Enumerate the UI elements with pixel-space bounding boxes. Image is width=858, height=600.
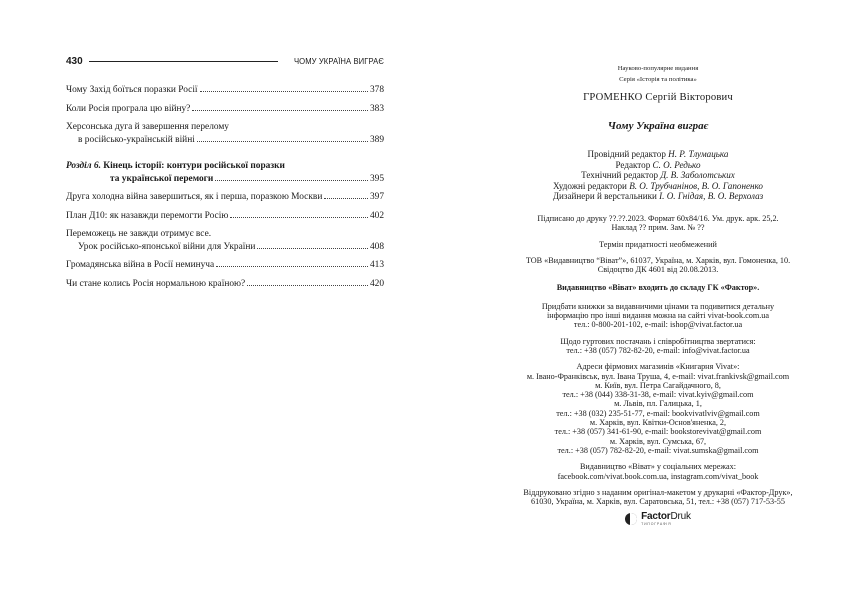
toc-page: 389 bbox=[369, 134, 384, 145]
header-rule bbox=[89, 61, 278, 62]
social-links: Видавництво «Віват» у соціальних мережах: facebook.com/vivat.book.com.ua, instagram.com/vivat_book bbox=[557, 462, 759, 481]
toc-entry[interactable]: Чому Захід боїться поразки Росії 378 bbox=[66, 85, 384, 95]
running-header bbox=[66, 54, 384, 68]
book-title: Чому Україна виграє bbox=[607, 120, 709, 132]
factor-druk-logo: FactorDruk ТИПОГРАФІЯ bbox=[625, 512, 691, 526]
shelf-life: Термін придатності необмежений bbox=[599, 239, 717, 249]
right-page bbox=[429, 0, 858, 600]
toc-chapter[interactable]: Розділ 6. Кінець історії: контури російської поразки та української перемоги 395 bbox=[66, 161, 384, 184]
toc-page: 413 bbox=[369, 260, 384, 270]
editors bbox=[477, 149, 839, 202]
toc-entry[interactable]: Переможець не завжди отримує все. Урок російсько-японської війни для України 408 bbox=[66, 229, 384, 252]
toc-page: 397 bbox=[369, 192, 384, 202]
toc-entry[interactable]: План Д10: як назавжди перемогти Росію 402 bbox=[66, 210, 384, 221]
toc-entry[interactable]: Чи стане колись Росія нормальною країною? 420 bbox=[66, 278, 384, 289]
editor-line: Дизайнери й верстальники І. О. Гнідая, В. О. Верхолаз bbox=[552, 191, 764, 202]
editor-line: Провідний редактор Н. Р. Тлумацька bbox=[587, 149, 729, 159]
toc-page: 408 bbox=[369, 241, 384, 252]
editor-line: Технічний редактор Д. В. Заболотських bbox=[581, 170, 735, 181]
factor-druk-logo-icon bbox=[625, 513, 637, 525]
series: Серія «Історія та політика» bbox=[619, 76, 697, 83]
toc-page: 395 bbox=[369, 173, 384, 184]
editor-line: Редактор С. О. Редько bbox=[615, 159, 701, 170]
print-info: Підписано до друку ??.??.2023. Формат 60х84/16. Ум. друк. арк. 25,2. Наклад ?? прим. Зам. № ?? bbox=[537, 213, 779, 233]
toc-entry[interactable]: Херсонська дуга й завершення перелому в російсько-українській війні 389 bbox=[66, 122, 384, 145]
author: ГРОМЕНКО Сергій Вікторович bbox=[583, 92, 733, 103]
toc-page: 383 bbox=[369, 103, 384, 114]
running-title: ЧОМУ УКРАЇНА ВИГРАЄ bbox=[294, 56, 384, 66]
buy-info: Придбати книжки за видавничими цінами та подивитися детальну інформацію про інші видання можна на сайті vivat-book.com.ua тел.: 0-800-201-102, e-mail: ishop@vivat.factor.ua bbox=[541, 301, 775, 330]
toc-entry[interactable]: Коли Росія програла цю війну? 383 bbox=[66, 103, 384, 114]
imprint bbox=[477, 63, 839, 528]
toc-entry[interactable]: Громадянська війна в Росії неминуча 413 bbox=[66, 260, 384, 270]
toc-page: 378 bbox=[369, 85, 384, 95]
printer-info: Віддруковано згідно з наданим оригінал-макетом у друкарні «Фактор-Друк», 61030, Україна, м. Харків, вул. Саратовська, 51, тел.: +38 (057) 717-53-55 bbox=[523, 487, 793, 507]
page-number: 430 bbox=[66, 55, 83, 67]
wholesale-info: Щодо гуртових постачань і співробітництва звертатися: тел.: +38 (057) 782-82-20, e-mail: info@vivat.factor.ua bbox=[560, 336, 756, 355]
genre: Науково-популярне видання bbox=[617, 65, 699, 72]
publisher-address: ТОВ «Видавництво “Віват”», 61037, Україна, м. Харків, вул. Гомоненка, 10. Свідоцтво ДК 4601 від 20.08.2013. bbox=[525, 255, 791, 275]
store-addresses: Адреси фірмових магазинів «Книгарня Vivat»: м. Івано-Франківськ, вул. Івана Труша, 4, e-mail: vivat.frankivsk@gmail.com м. Київ, вул. Петра Сагайдачного, 8, тел.: +38 (044) 338-31-38, e-mail: vivat.kyiv@gmail.com м. Львів, пл. Галицька, 1, тел.: +38 (032) 235-51-77, e-mail: bookvivatlviv@gmail.com м. Харків, вул. Квітки-Основ'яненка, 2, тел.: +38 (057) 341-61-90, e-mail: bookstorevivat@gmail.com м. Харків, вул. Сумська, 67, тел.: +38 (057) 782-82-20, e-mail: vivat.sumska@gmail.com bbox=[526, 362, 790, 455]
toc-page: 420 bbox=[369, 278, 384, 289]
editor-line: Художні редактори В. О. Трубчанінов, В. О. Гапоненко bbox=[553, 180, 763, 191]
toc-entry[interactable]: Друга холодна війна завершиться, як і перша, поразкою Москви 397 bbox=[66, 192, 384, 202]
group-notice: Видавництво «Віват» входить до складу ГК «Фактор». bbox=[556, 283, 760, 293]
toc-page: 402 bbox=[369, 210, 384, 221]
chapter-label: Розділ 6. bbox=[66, 161, 101, 171]
table-of-contents bbox=[66, 84, 384, 290]
